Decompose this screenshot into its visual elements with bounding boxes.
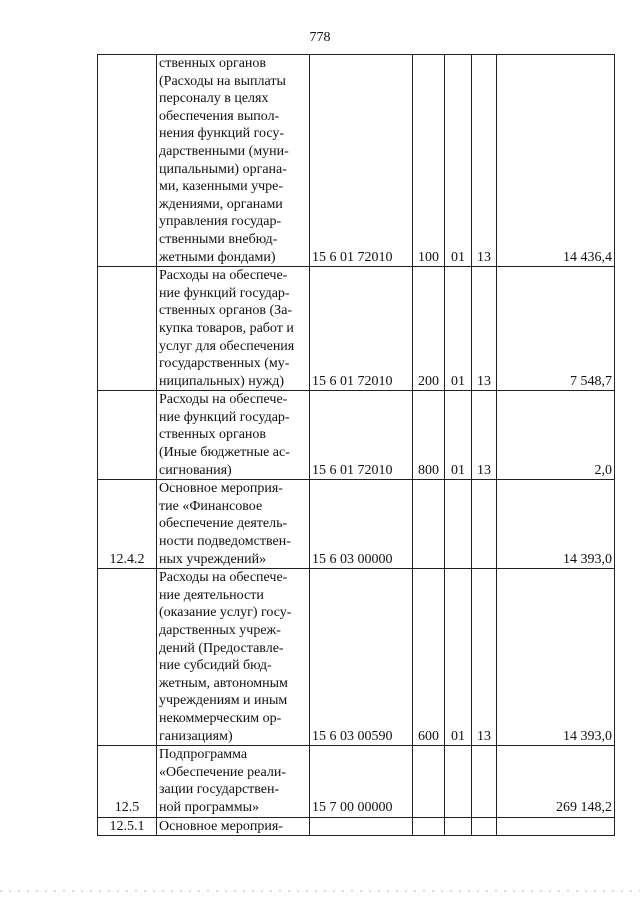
description-line: ных учреждений» [159, 551, 267, 567]
row-number: 12.5 [98, 746, 157, 817]
description-line: ственных органов [159, 56, 267, 71]
expense-type-code: 100 [413, 55, 445, 267]
description-line: Расходы на обеспече- [159, 268, 288, 284]
description-line: управления государ- [159, 214, 282, 230]
table-row [98, 569, 615, 746]
target-article-code: 15 6 03 00590 [310, 569, 413, 746]
section-code: 01 [445, 55, 472, 267]
subsection-code: 13 [472, 55, 497, 267]
target-article-code: 15 6 01 72010 [310, 267, 413, 391]
description-line: Основное мероприя- [159, 818, 283, 834]
expense-type-code: 800 [413, 391, 445, 480]
amount: 14 393,0 [497, 480, 615, 569]
amount [497, 817, 615, 836]
row-description [157, 569, 310, 746]
row-description [157, 391, 310, 480]
amount: 269 148,2 [497, 746, 615, 817]
description-line: обеспечения выпол- [159, 108, 280, 124]
section-code: 01 [445, 267, 472, 391]
amount: 7 548,7 [497, 267, 615, 391]
description-line: Расходы на обеспече- [159, 570, 288, 586]
expense-type-code [413, 746, 445, 817]
expense-type-code: 600 [413, 569, 445, 746]
row-number [98, 267, 157, 391]
description-line: (Расходы на выплаты [159, 73, 286, 89]
section-code: 01 [445, 569, 472, 746]
description-line: ми, казенными учре- [159, 179, 284, 195]
description-line: ной программы» [159, 799, 260, 815]
target-article-code: 15 6 01 72010 [310, 391, 413, 480]
amount: 14 393,0 [497, 569, 615, 746]
subsection-code: 13 [472, 391, 497, 480]
table-row [98, 817, 615, 836]
description-line: ние субсидий бюд- [159, 658, 272, 674]
subsection-code: 13 [472, 267, 497, 391]
description-line: персоналу в целях [159, 91, 269, 107]
description-line: дарственных учреж- [159, 623, 281, 638]
description-line: «Обеспечение реали- [159, 764, 286, 780]
table-row [98, 746, 615, 817]
section-code [445, 817, 472, 836]
row-description [157, 267, 310, 391]
description-line: купка товаров, работ и [159, 320, 294, 336]
description-line: ганизациям) [159, 728, 233, 744]
subsection-code [472, 746, 497, 817]
description-line: ждениями, органами [159, 196, 283, 212]
description-line: Подпрограмма [159, 747, 248, 763]
description-line: ципальными) органа- [159, 161, 287, 177]
table-row [98, 55, 615, 267]
description-line: государственных (му- [159, 356, 290, 372]
table-row [98, 480, 615, 569]
description-line: жетным, автономным [159, 675, 288, 691]
row-description [157, 817, 310, 836]
expense-type-code [413, 480, 445, 569]
description-line: ние функций государ- [159, 285, 290, 301]
description-line: (оказание услуг) госу- [159, 605, 292, 621]
scan-artifact-dots [0, 890, 640, 892]
row-number [98, 569, 157, 746]
description-line: ности подведомствен- [159, 534, 291, 550]
target-article-code: 15 6 03 00000 [310, 480, 413, 569]
subsection-code: 13 [472, 569, 497, 746]
target-article-code: 15 7 00 00000 [310, 746, 413, 817]
description-line: тие «Финансовое [159, 498, 263, 514]
budget-table [97, 54, 615, 836]
subsection-code [472, 817, 497, 836]
section-code [445, 480, 472, 569]
description-line: ственных органов [159, 427, 267, 443]
row-number: 12.5.1 [98, 817, 157, 836]
description-line: дарственными (муни- [159, 143, 289, 159]
description-line: дений (Предоставле- [159, 640, 284, 656]
target-article-code [310, 817, 413, 836]
row-description [157, 746, 310, 817]
amount: 2,0 [497, 391, 615, 480]
description-line: ние деятельности [159, 587, 264, 603]
expense-type-code [413, 817, 445, 836]
description-line: зации государствен- [159, 782, 280, 798]
description-line: учреждениям и иным [159, 693, 288, 709]
description-line: ниципальных) нужд) [159, 373, 284, 389]
description-line: ственными внебюд- [159, 231, 278, 247]
section-code: 01 [445, 391, 472, 480]
description-line: Расходы на обеспече- [159, 392, 288, 408]
description-line: Основное мероприя- [159, 481, 283, 497]
section-code [445, 746, 472, 817]
row-number [98, 55, 157, 267]
description-line: (Иные бюджетные ас- [159, 445, 290, 461]
expense-type-code: 200 [413, 267, 445, 391]
description-line: услуг для обеспечения [159, 338, 295, 354]
description-line: сигнования) [159, 462, 232, 478]
table-row [98, 391, 615, 480]
subsection-code [472, 480, 497, 569]
row-description [157, 480, 310, 569]
target-article-code: 15 6 01 72010 [310, 55, 413, 267]
amount: 14 436,4 [497, 55, 615, 267]
row-number [98, 391, 157, 480]
table-row [98, 267, 615, 391]
description-line: жетными фондами) [159, 249, 276, 265]
description-line: ственных органов (За- [159, 303, 293, 319]
description-line: ние функций государ- [159, 409, 290, 425]
row-number: 12.4.2 [98, 480, 157, 569]
description-line: обеспечение деятель- [159, 516, 288, 532]
description-line: нения функций госу- [159, 126, 285, 142]
page-number: 778 [309, 30, 331, 45]
description-line: некоммерческим ор- [159, 710, 282, 726]
row-description [157, 55, 310, 267]
